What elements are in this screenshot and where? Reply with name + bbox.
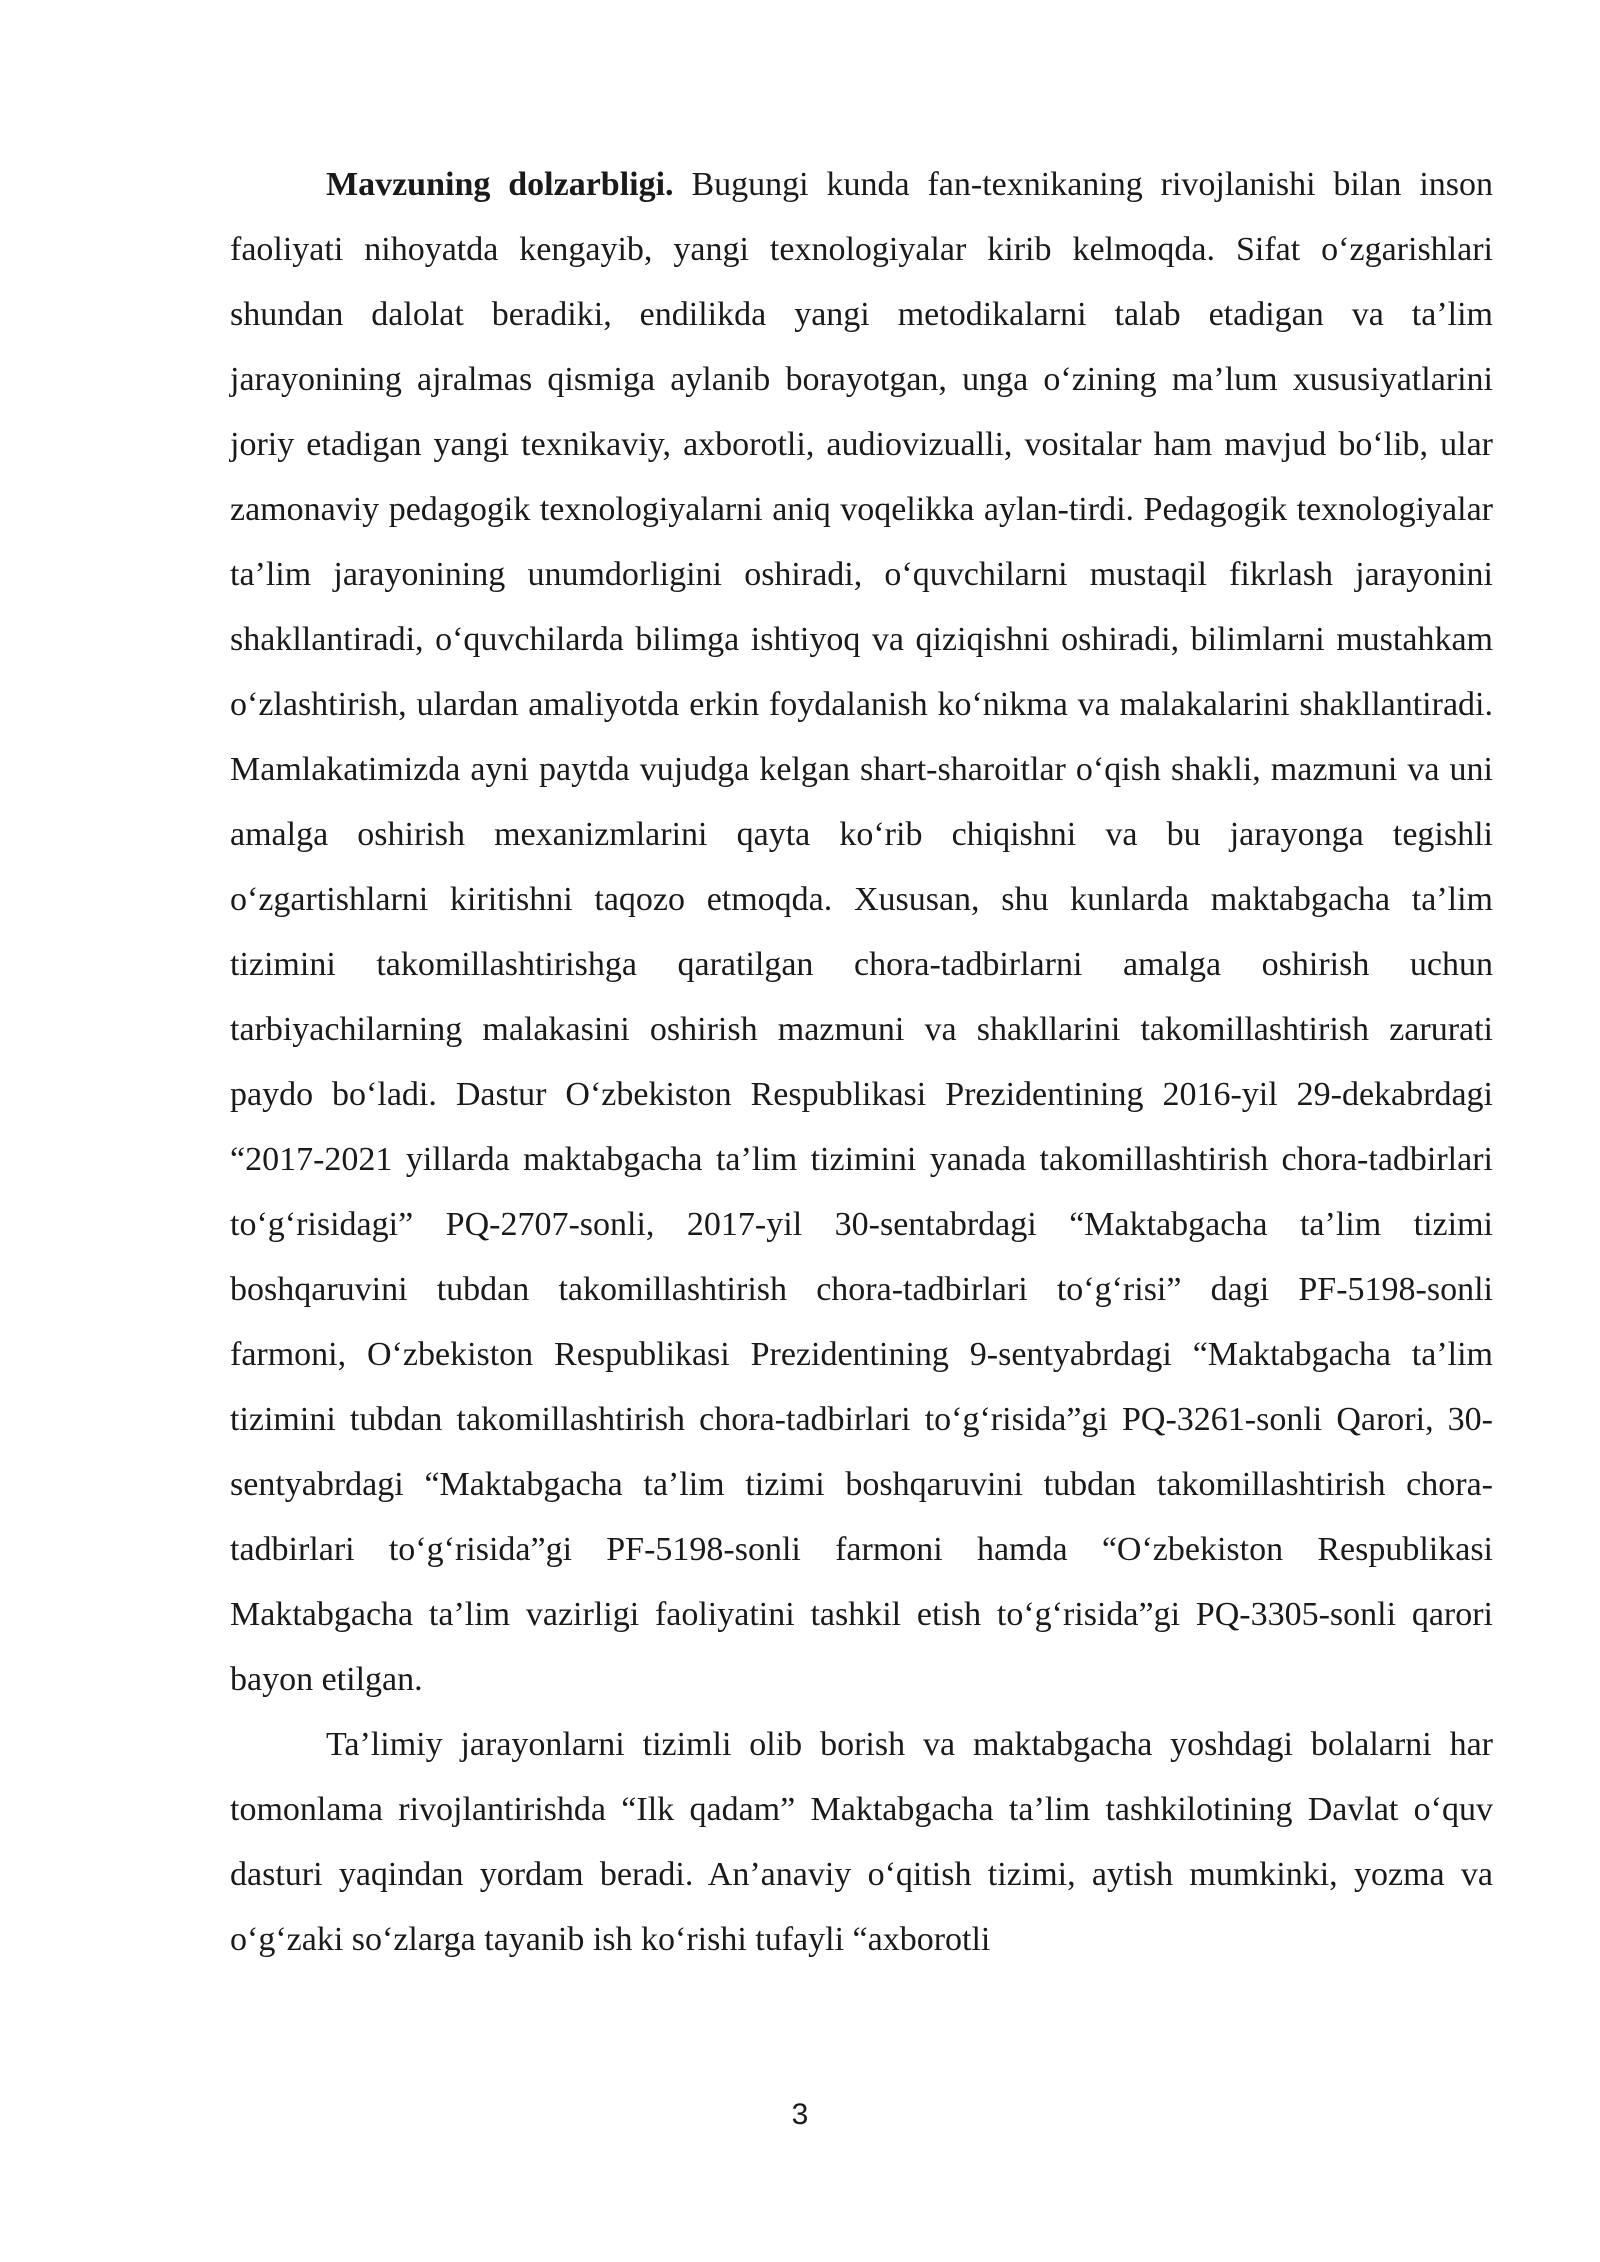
paragraph-1-text: Bugungi kunda fan-texnikaning rivojlanishi bilan inson faoliyati nihoyatda kengayib, yangi texnologiyalar kirib kelmoqda. Sifat o‘zgarishlari shundan dalolat beradiki, endilikda yangi metodikalarni talab etadigan va ta’lim jarayonining ajralmas qismiga aylanib borayotgan, unga o‘zining ma’lum xususiyatlarini joriy etadigan yangi texnikaviy, axborotli, audiovizualli, vositalar ham mavjud bo‘lib, ular zamonaviy pedagogik texnologiyalarni aniq voqelikka aylan-tirdi. Pedagogik texnologiyalar ta’lim jarayonining unumdorligini oshiradi, o‘quvchilarni mustaqil fikrlash jarayonini shakllantiradi, o‘quvchilarda bilimga ishtiyoq va qiziqishni oshiradi, bilimlarni mustahkam o‘zlashtirish, ulardan amaliyotda erkin foydalanish ko‘nikma va malakalarini shakllantiradi. Mamlakatimizda ayni paytda vujudga kelgan shart-sharoitlar o‘qish shakli, mazmuni va uni amalga oshirish mexanizmlarini qayta ko‘rib chiqishni va bu jarayonga tegishli o‘zgartishlarni kiritishni taqozo etmoqda. Xususan, shu kunlarda maktabgacha ta’lim tizimini takomillashtirishga qaratilgan chora-tadbirlarni amalga oshirish uchun tarbiyachilarning malakasini oshirish mazmuni va shakllarini takomillashtirish zarurati paydo bo‘ladi. Dastur O‘zbekiston Respublikasi Prezidentining 2016-yil 29-dekabrdagi “2017-2021 yillarda maktabgacha ta’lim tizimini yanada takomillashtirish chora-tadbirlari to‘g‘risidagi” PQ-2707-sonli, 2017-yil 30-sentabrdagi “Maktabgacha ta’lim tizimi boshqaruvini tubdan takomillashtirish chora-tadbirlari to‘g‘risi” dagi PF-5198-sonli farmoni, O‘zbekiston Respublikasi Prezidentining 9-sentyabrdagi “Maktabgacha ta’lim tizimini tubdan takomillashtirish chora-tadbirlari to‘g‘risida”gi PQ-3261-sonli Qarori, 30-sentyabrdagi “Maktabgacha ta’lim tizimi boshqaruvini tubdan takomillashtirish chora-tadbirlari to‘g‘risida”gi PF-5198-sonli farmoni hamda “O‘zbekiston Respublikasi Maktabgacha ta’lim vazirligi faoliyatini tashkil etish to‘g‘risida”gi PQ-3305-sonli qarori bayon etilgan.: [230, 166, 1493, 1698]
body-text: [230, 152, 1493, 1972]
page-number: 3: [791, 2098, 809, 2131]
paragraph-2: [230, 1712, 1493, 1972]
paragraph-2-text: Ta’limiy jarayonlarni tizimli olib borish va maktabgacha yoshdagi bolalarni har tomonlama rivojlantirishda “Ilk qadam” Maktabgacha ta’lim tashkilotining Davlat o‘quv dasturi yaqindan yordam beradi. An’anaviy o‘qitish tizimi, aytish mumkinki, yozma va o‘g‘zaki so‘zlarga tayanib ish ko‘rishi tufayli “axborotli: [230, 1726, 1493, 1958]
section-lead-heading: Mavzuning dolzarbligi.: [326, 166, 674, 203]
paragraph-1: [230, 152, 1493, 1712]
